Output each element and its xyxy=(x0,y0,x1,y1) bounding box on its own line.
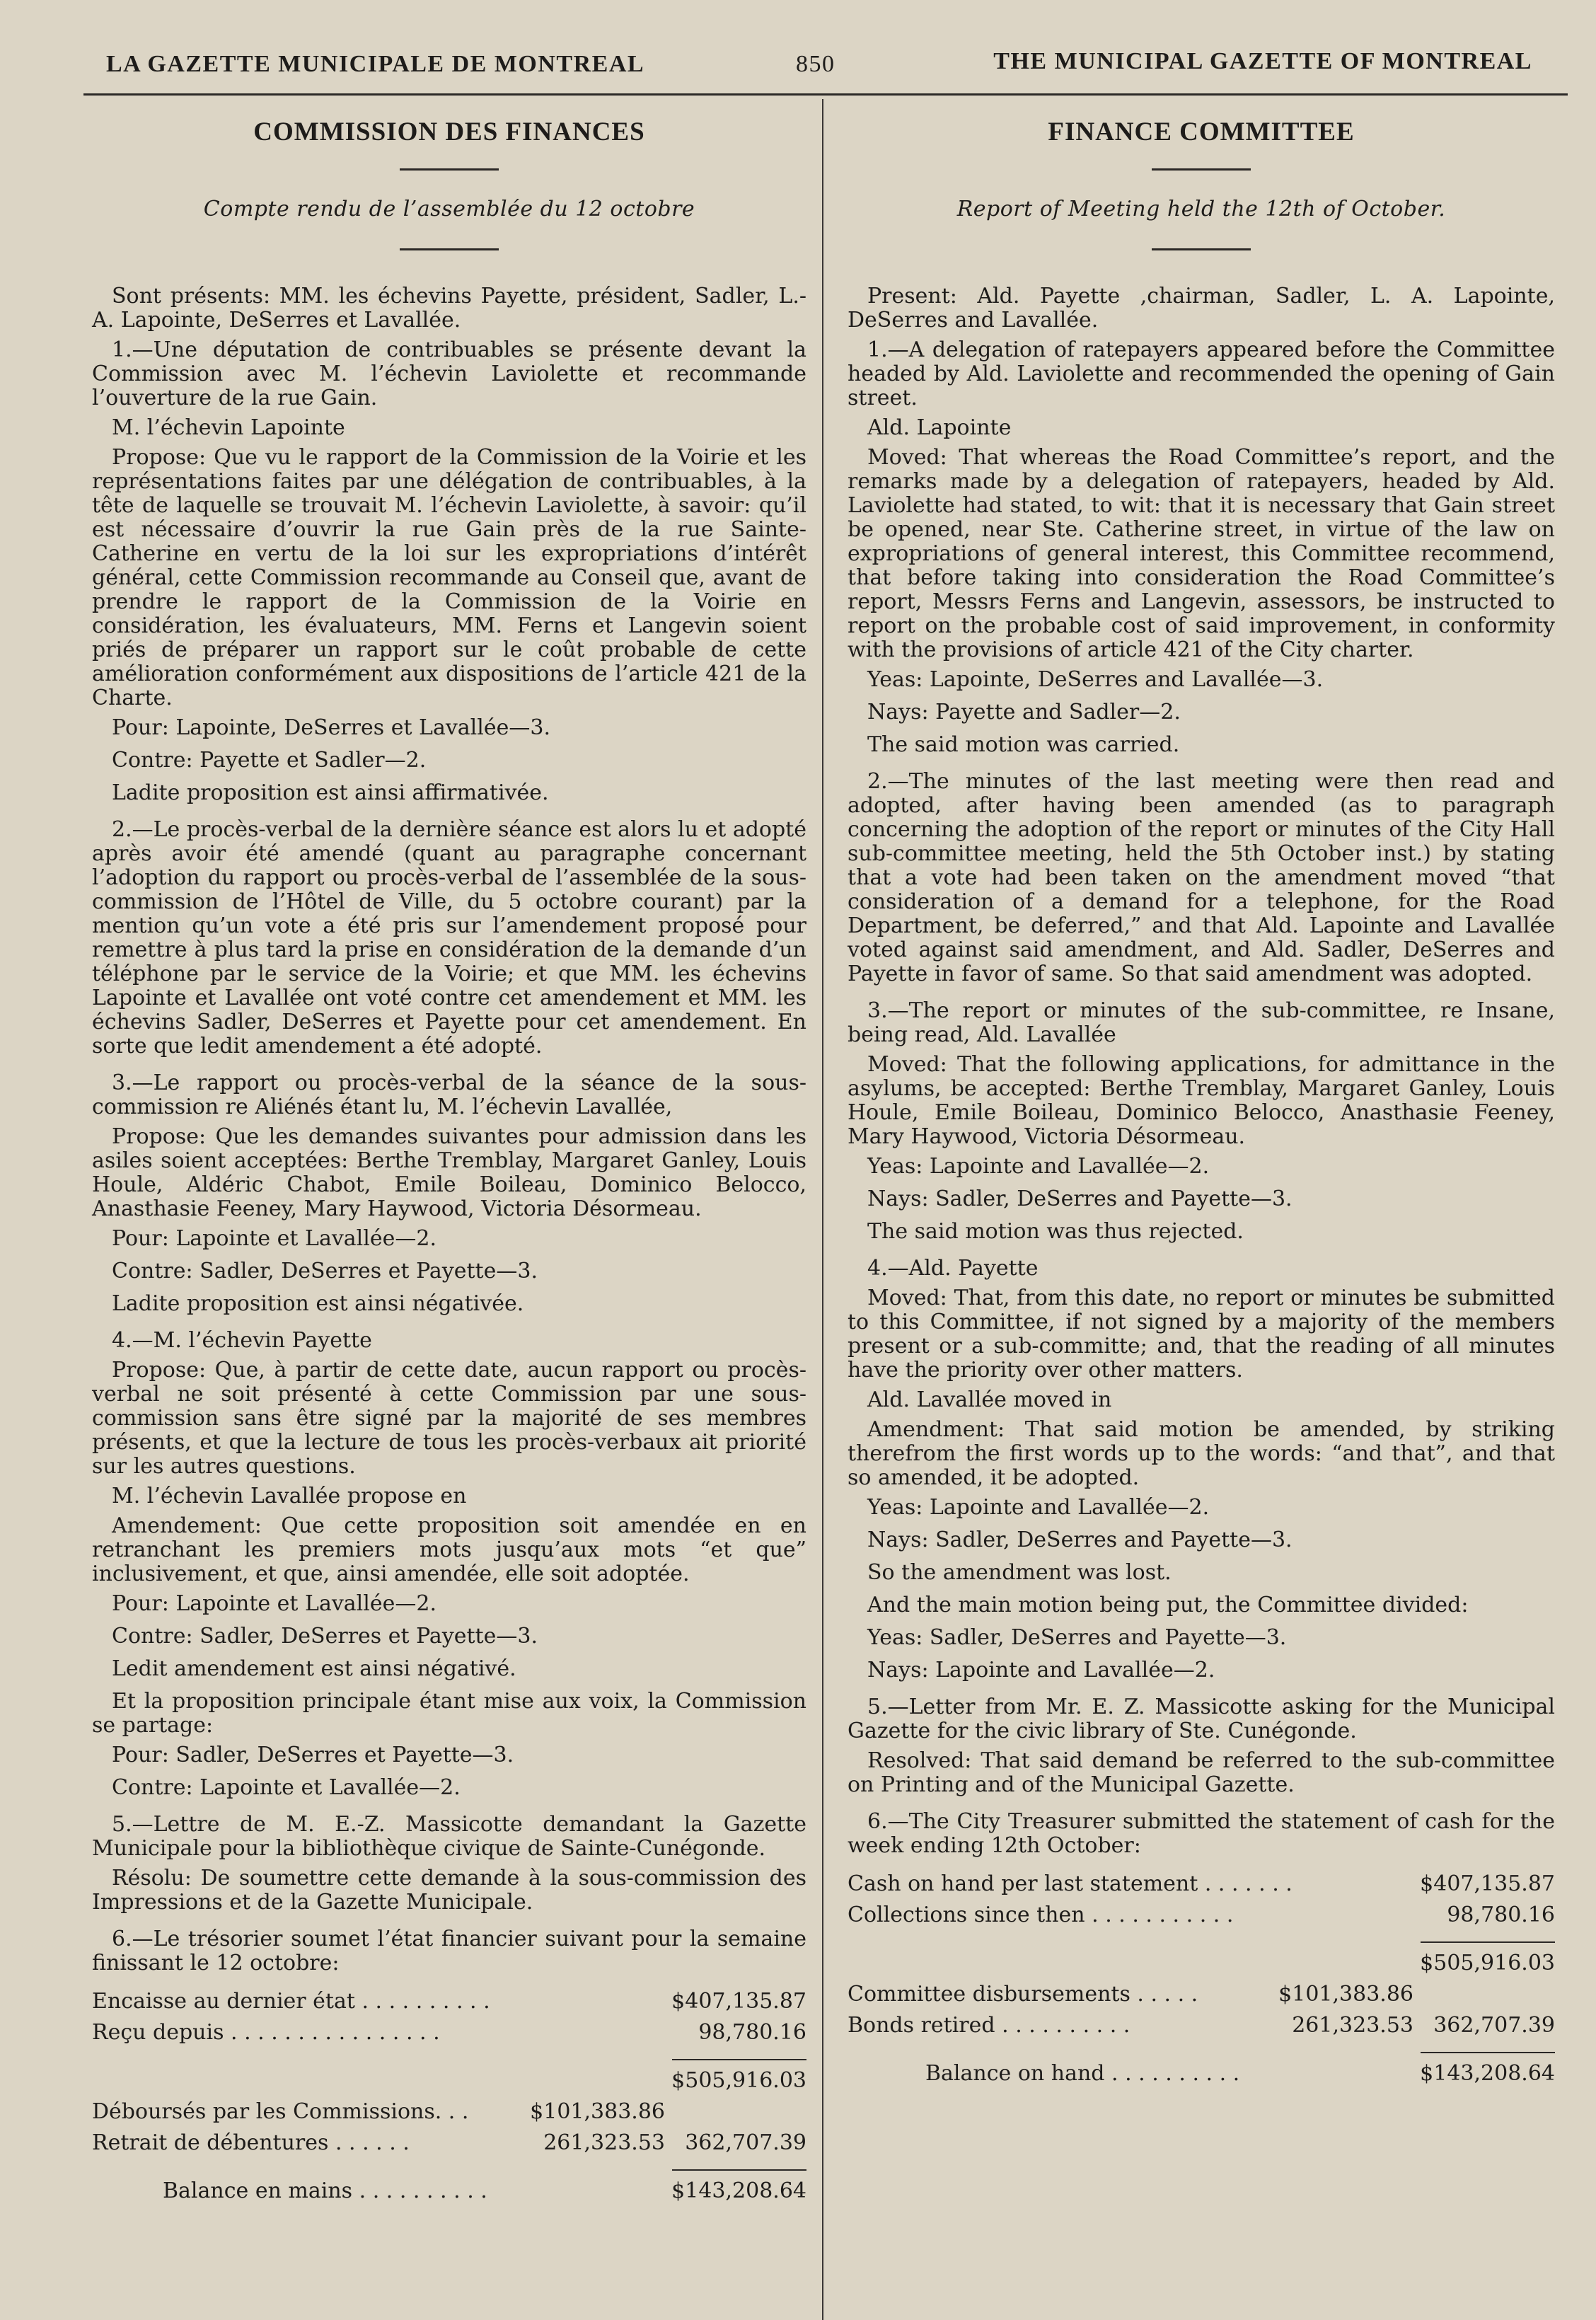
en-paragraph: Nays: Lapointe and Lavallée—2. xyxy=(867,1658,1215,1683)
header-right: THE MUNICIPAL GAZETTE OF MONTREAL xyxy=(993,48,1532,74)
en-title-rule xyxy=(1152,168,1251,171)
fin-amount: $143,208.64 xyxy=(1420,2061,1555,2086)
fr-paragraph: Et la proposition principale étant mise aux voix, la Commission se partage: xyxy=(92,1689,806,1738)
fin-amount: 261,323.53 xyxy=(1292,2013,1413,2038)
fr-paragraph: Pour: Lapointe et Lavallée—2. xyxy=(112,1226,436,1251)
fr-paragraph: Ladite proposition est ainsi affirmativée. xyxy=(112,780,549,805)
fin-amount: $505,916.03 xyxy=(671,2068,806,2093)
fr-body xyxy=(92,284,806,1975)
en-paragraph: Present: Ald. Payette ,chairman, Sadler, L. A. Lapointe, DeSerres and Lavallée. xyxy=(848,284,1555,333)
fin-amount: $407,135.87 xyxy=(671,1989,806,2014)
en-paragraph: Nays: Sadler, DeSerres and Payette—3. xyxy=(867,1187,1293,1211)
fin-row xyxy=(92,2100,806,2131)
fin-rule xyxy=(92,2162,806,2179)
fr-subtitle: Compte rendu de l’assemblée du 12 octobre xyxy=(203,197,695,221)
en-paragraph: 3.—The report or minutes of the sub-committee, re Insane, being read, Ald. Lavallée xyxy=(848,998,1555,1047)
fr-paragraph: 6.—Le trésorier soumet l’état financier suivant pour la semaine finissant le 12 octobre: xyxy=(92,1927,806,1975)
fin-amount: 98,780.16 xyxy=(1447,1903,1555,1927)
fr-subtitle-rule xyxy=(400,248,499,250)
fin-row xyxy=(848,2014,1555,2045)
fin-row xyxy=(92,2069,806,2100)
en-paragraph: Resolved: That said demand be referred to the sub-committee on Printing and of the Municipal Gazette. xyxy=(848,1748,1555,1797)
fin-rule xyxy=(848,1934,1555,1951)
fin-label: Collections since then . . . . . . . . . . . xyxy=(848,1903,1234,1927)
fr-paragraph: Amendement: Que cette proposition soit amendée en en retranchant les premiers mots jusqu’aux mots “et que” inclusivement, et que, ainsi amendée, elle soit adoptée. xyxy=(92,1513,806,1586)
fin-amount: $505,916.03 xyxy=(1420,1951,1555,1975)
fin-amount: 261,323.53 xyxy=(543,2130,665,2155)
fin-rule xyxy=(92,2052,806,2069)
fr-paragraph: 3.—Le rapport ou procès-verbal de la séance de la sous-commission re Aliénés étant lu, M. l’échevin Lavallée, xyxy=(92,1070,806,1119)
fr-paragraph: M. l’échevin Lavallée propose en xyxy=(112,1484,467,1508)
fr-paragraph: Ledit amendement est ainsi négativé. xyxy=(112,1656,516,1681)
en-paragraph: And the main motion being put, the Committee divided: xyxy=(867,1593,1469,1617)
fin-amount: $101,383.86 xyxy=(1278,1982,1413,2007)
english-column xyxy=(848,113,1555,2093)
fin-row xyxy=(848,2062,1555,2093)
en-paragraph: Nays: Sadler, DeSerres and Payette—3. xyxy=(867,1528,1293,1552)
fin-amount: $143,208.64 xyxy=(671,2178,806,2203)
fr-paragraph: Propose: Que, à partir de cette date, aucun rapport ou procès-verbal ne soit présenté à cette Commission par une sous-commission sans être signé par la majorité de ses membres présents, et que la lecture de tous les procès-verbaux ait priorité sur les autres questions. xyxy=(92,1358,806,1479)
fin-label: Balance on hand . . . . . . . . . . xyxy=(925,2061,1240,2086)
fr-paragraph: Pour: Sadler, DeSerres et Payette—3. xyxy=(112,1743,514,1767)
en-paragraph: Nays: Payette and Sadler—2. xyxy=(867,700,1181,725)
fin-label: Bonds retired . . . . . . . . . . xyxy=(848,2013,1130,2038)
fr-paragraph: Contre: Lapointe et Lavallée—2. xyxy=(112,1775,461,1800)
fin-row xyxy=(848,1872,1555,1903)
en-paragraph: Moved: That whereas the Road Committee’s report, and the remarks made by a delegation of ratepayers, headed by Ald. Laviolette had stated, to wit: that it is necessary that Gain street be opened, near Ste. Catherine street, in virtue of the law on expropriations of general interest, this Committee recommend, that before taking into consideration the Road Committee’s report, Messrs Ferns and Langevin, assessors, be instructed to report on the probable cost of said improvement, in conformity with the provisions of article 421 of the City charter. xyxy=(848,445,1555,662)
en-paragraph: Amendment: That said motion be amended, by striking therefrom the first words up to the words: “and that”, and that so amended, it be adopted. xyxy=(848,1417,1555,1490)
fr-title-rule xyxy=(400,168,499,171)
fr-paragraph: 5.—Lettre de M. E.-Z. Massicotte demandant la Gazette Municipale pour la bibliothèque civique de Sainte-Cunégonde. xyxy=(92,1812,806,1861)
page-number: 850 xyxy=(796,51,835,77)
fin-label: Balance en mains . . . . . . . . . . xyxy=(163,2178,487,2203)
header-rule xyxy=(83,93,1568,96)
en-paragraph: Yeas: Lapointe and Lavallée—2. xyxy=(867,1495,1210,1520)
en-title: FINANCE COMMITTEE xyxy=(1048,117,1355,146)
en-paragraph: Moved: That, from this date, no report or minutes be submitted to this Committee, if not signed by a majority of the members present or a sub-committe; and, that the reading of all minutes have the priority over other matters. xyxy=(848,1286,1555,1383)
fr-paragraph: 1.—Une députation de contribuables se présente devant la Commission avec M. l’échevin Laviolette et recommande l’ouverture de la rue Gain. xyxy=(92,337,806,410)
fin-label: Déboursés par les Commissions. . . xyxy=(92,2099,469,2124)
en-paragraph: The said motion was thus rejected. xyxy=(867,1219,1244,1244)
en-paragraph: 2.—The minutes of the last meeting were then read and adopted, after having been amended (as to paragraph concerning the adoption of the report or minutes of the City Hall sub-committee meeting, held the 5th October inst.) by stating that a vote had been taken on the amendment moved “that consideration of a demand for a telephone, for the Road Department, be deferred,” and that Ald. Lapointe and Lavallée voted against said amendment, and Ald. Sadler, DeSerres and Payette in favor of same. So that said amendment was adopted. xyxy=(848,769,1555,986)
fin-row xyxy=(848,1903,1555,1934)
en-subtitle: Report of Meeting held the 12th of October. xyxy=(956,197,1446,221)
en-body xyxy=(848,284,1555,1858)
fin-row xyxy=(848,1983,1555,2014)
fin-amount: 98,780.16 xyxy=(698,2020,806,2045)
fr-paragraph: Contre: Payette et Sadler—2. xyxy=(112,748,427,773)
fin-rule xyxy=(848,2045,1555,2062)
column-divider xyxy=(822,99,823,2320)
fin-label: Retrait de débentures . . . . . . xyxy=(92,2130,410,2155)
fin-amount: $407,135.87 xyxy=(1420,1871,1555,1896)
fin-amount: $101,383.86 xyxy=(530,2099,665,2124)
en-paragraph: Ald. Lapointe xyxy=(867,415,1012,440)
fin-row xyxy=(92,2021,806,2052)
fr-title: COMMISSION DES FINANCES xyxy=(253,117,645,146)
fr-finance-statement xyxy=(92,1990,806,2210)
fin-label: Committee disbursements . . . . . xyxy=(848,1982,1198,2007)
fin-row xyxy=(92,2131,806,2162)
fin-amount: 362,707.39 xyxy=(1433,2013,1555,2038)
fr-paragraph: Propose: Que les demandes suivantes pour admission dans les asiles soient acceptées: Berthe Tremblay, Margaret Ganley, Louis Houle, Aldéric Chabot, Emile Boileau, Dominico Belocco, Anasthasie Feeney, Mary Haywood, Victoria Désormeau. xyxy=(92,1124,806,1221)
running-head xyxy=(106,48,1532,82)
en-paragraph: The said motion was carried. xyxy=(867,732,1180,757)
fr-paragraph: Pour: Lapointe et Lavallée—2. xyxy=(112,1591,436,1616)
en-paragraph: Yeas: Lapointe, DeSerres and Lavallée—3. xyxy=(867,667,1324,692)
en-paragraph: Yeas: Lapointe and Lavallée—2. xyxy=(867,1154,1210,1179)
french-column xyxy=(92,113,806,2210)
fin-label: Encaisse au dernier état . . . . . . . . . . xyxy=(92,1989,490,2014)
en-paragraph: 6.—The City Treasurer submitted the statement of cash for the week ending 12th October: xyxy=(848,1809,1555,1858)
en-paragraph: Yeas: Sadler, DeSerres and Payette—3. xyxy=(867,1625,1287,1650)
fr-paragraph: Ladite proposition est ainsi négativée. xyxy=(112,1291,524,1316)
en-paragraph: Moved: That the following applications, for admittance in the asylums, be accepted: Berthe Tremblay, Margaret Ganley, Louis Houle, Emile Boileau, Dominico Belocco, Anasthasie Feeney, Mary Haywood, Victoria Désormeau. xyxy=(848,1052,1555,1149)
en-paragraph: 4.—Ald. Payette xyxy=(867,1256,1039,1281)
fin-label: Cash on hand per last statement . . . . . . . xyxy=(848,1871,1293,1896)
fr-paragraph: Sont présents: MM. les échevins Payette, président, Sadler, L.-A. Lapointe, DeSerres et Lavallée. xyxy=(92,284,806,333)
fin-row xyxy=(92,1990,806,2021)
fin-label: Reçu depuis . . . . . . . . . . . . . . . . xyxy=(92,2020,440,2045)
fr-paragraph: Propose: Que vu le rapport de la Commission de la Voirie et les représentations faites par une délégation de contribuables, à la tête de laquelle se trouvait M. l’échevin Laviolette, à savoir: qu’il est nécessaire d’ouvrir la rue Gain près de la rue Sainte-Catherine en vertu de la loi sur les expropriations d’intérêt général, cette Commission recommande au Conseil que, avant de prendre le rapport de la Commission de la Voirie en considération, les évaluateurs, MM. Ferns et Langevin soient priés de préparer un rapport sur le coût probable de cette amélioration conformément aux dispositions de l’article 421 de la Charte. xyxy=(92,445,806,710)
fr-paragraph: Résolu: De soumettre cette demande à la sous-commission des Impressions et de la Gazette Municipale. xyxy=(92,1866,806,1915)
fr-paragraph: M. l’échevin Lapointe xyxy=(112,415,345,440)
fr-paragraph: Contre: Sadler, DeSerres et Payette—3. xyxy=(112,1624,538,1649)
fr-paragraph: 4.—M. l’échevin Payette xyxy=(112,1328,372,1353)
en-paragraph: 1.—A delegation of ratepayers appeared before the Committee headed by Ald. Laviolette and recommended the opening of Gain street. xyxy=(848,337,1555,410)
en-finance-statement xyxy=(848,1872,1555,2093)
en-paragraph: Ald. Lavallée moved in xyxy=(867,1387,1112,1412)
fr-paragraph: Contre: Sadler, DeSerres et Payette—3. xyxy=(112,1259,538,1283)
header-left: LA GAZETTE MUNICIPALE DE MONTREAL xyxy=(106,51,645,77)
en-paragraph: So the amendment was lost. xyxy=(867,1560,1172,1585)
fr-paragraph: Pour: Lapointe, DeSerres et Lavallée—3. xyxy=(112,715,550,740)
fin-row xyxy=(92,2179,806,2210)
fin-row xyxy=(848,1951,1555,1983)
en-subtitle-rule xyxy=(1152,248,1251,250)
en-paragraph: 5.—Letter from Mr. E. Z. Massicotte asking for the Municipal Gazette for the civic library of Ste. Cunégonde. xyxy=(848,1695,1555,1743)
fin-amount: 362,707.39 xyxy=(685,2130,806,2155)
fr-paragraph: 2.—Le procès-verbal de la dernière séance est alors lu et adopté après avoir été amendé (quant au paragraphe concernant l’adoption du rapport ou procès-verbal de l’assemblée de la sous-commission de l’Hôtel de Ville, du 5 octobre courant) par la mention qu’un vote a été pris sur l’amendement proposé pour remettre à plus tard la prise en considération de la demande d’un téléphone par le service de la Voirie; et que MM. les échevins Lapointe et Lavallée ont voté contre cet amendement et MM. les échevins Sadler, DeSerres et Payette pour cet amendement. En sorte que ledit amendement a été adopté. xyxy=(92,817,806,1058)
